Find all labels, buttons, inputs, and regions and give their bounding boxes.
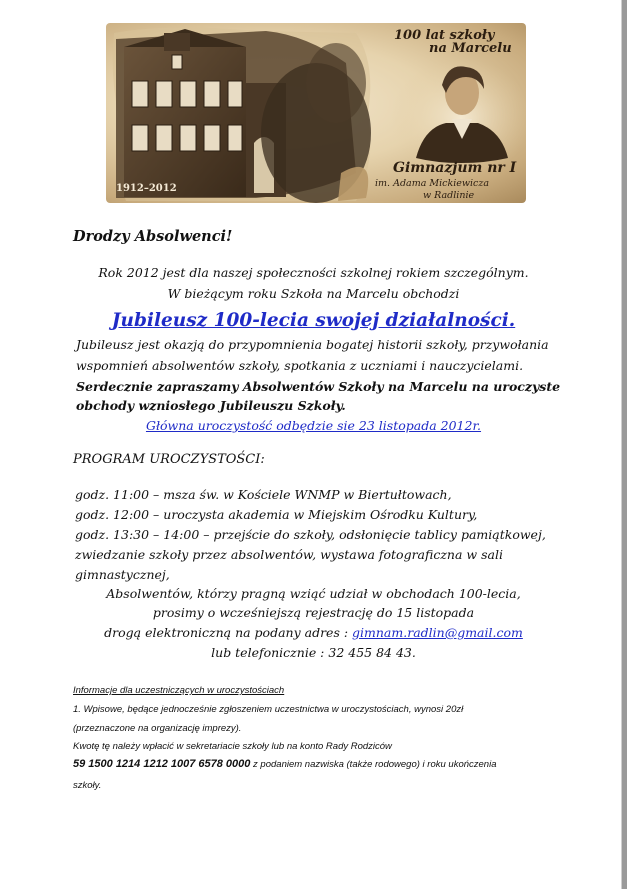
intro-line1: Rok 2012 jest dla naszej społeczności szkolnej rokiem szczególnym. [98,265,529,280]
intro-line2: W bieżącym roku Szkoła na Marcelu obchodzi [167,286,460,301]
banner-school-name: Gimnazjum nr I [393,160,517,176]
banner-title-line2: na Marcelu [429,41,512,56]
registration-line1: Absolwentów, którzy pragną wziąć udział w obchodach 100-lecia, [106,586,521,601]
program-item: godz. 12:00 – uroczysta akademia w Miejskim Ośrodku Kultury, [75,507,478,522]
info-line5: szkoły. [73,780,102,791]
banner-town: w Radlinie [423,190,475,201]
info-heading: Informacje dla uczestniczących w uroczystościach [73,685,285,696]
jubilee-title: Jubileusz 100-lecia swojej działalności. [111,310,516,331]
jubilee-banner [106,23,526,203]
registration-line2: prosimy o wcześniejszą rejestrację do 15 listopada [152,605,475,620]
banner-title-line1: 100 lat szkoły [394,28,495,43]
program-item: godz. 13:30 – 14:00 – przejście do szkoły, odsłonięcie tablicy pamiątkowej, [75,527,546,542]
main-event-date: Główna uroczystość odbędzie sie 23 listopada 2012r. [145,418,482,433]
info-line4 [73,758,496,770]
paragraph-line2: wspomnień absolwentów szkoły, spotkania z uczniami i nauczycielami. [76,358,524,373]
info-line3: Kwotę tę należy wpłacić w sekretariacie szkoły lub na konto Rady Rodziców [73,741,392,752]
invitation-line1: Serdecznie zapraszamy Absolwentów Szkoły na Marcelu na uroczyste [76,379,561,394]
paragraph-line1: Jubileusz jest okazją do przypomnienia bogatej historii szkoły, przywołania [76,337,549,352]
invitation-line2: obchody wzniosłego Jubileuszu Szkoły. [76,398,346,413]
greeting: Drodzy Absolwenci! [73,228,233,245]
email-link[interactable]: gimnam.radlin@gmail.com [352,625,523,640]
program-item: gimnastycznej, [75,567,170,582]
info-line4-suffix: z podaniem nazwiska (także rodowego) i roku ukończenia [250,759,497,770]
program-item: godz. 11:00 – msza św. w Kościele WNMP w Biertułtowach, [75,487,452,502]
info-line2: (przeznaczone na organizację imprezy). [73,723,242,734]
banner-patron: im. Adama Mickiewicza [375,178,490,189]
banner-years: 1912–2012 [116,183,177,194]
bank-account-number: 59 1500 1214 1212 1007 6578 0000 [73,758,251,770]
info-line1: 1. Wpisowe, będące jednocześnie zgłoszeniem uczestnictwa w uroczystościach, wynosi 20zł [73,704,464,715]
program-item: zwiedzanie szkoły przez absolwentów, wystawa fotograficzna w sali [75,547,503,562]
page-edge [622,0,627,889]
registration-prefix: drogą elektroniczną na podany adres : [104,625,353,640]
registration-line3 [0,625,627,640]
school-building [124,47,246,197]
registration-phone: lub telefonicznie : 32 455 84 43. [211,645,416,660]
program-heading: PROGRAM UROCZYSTOŚCI: [73,452,265,467]
